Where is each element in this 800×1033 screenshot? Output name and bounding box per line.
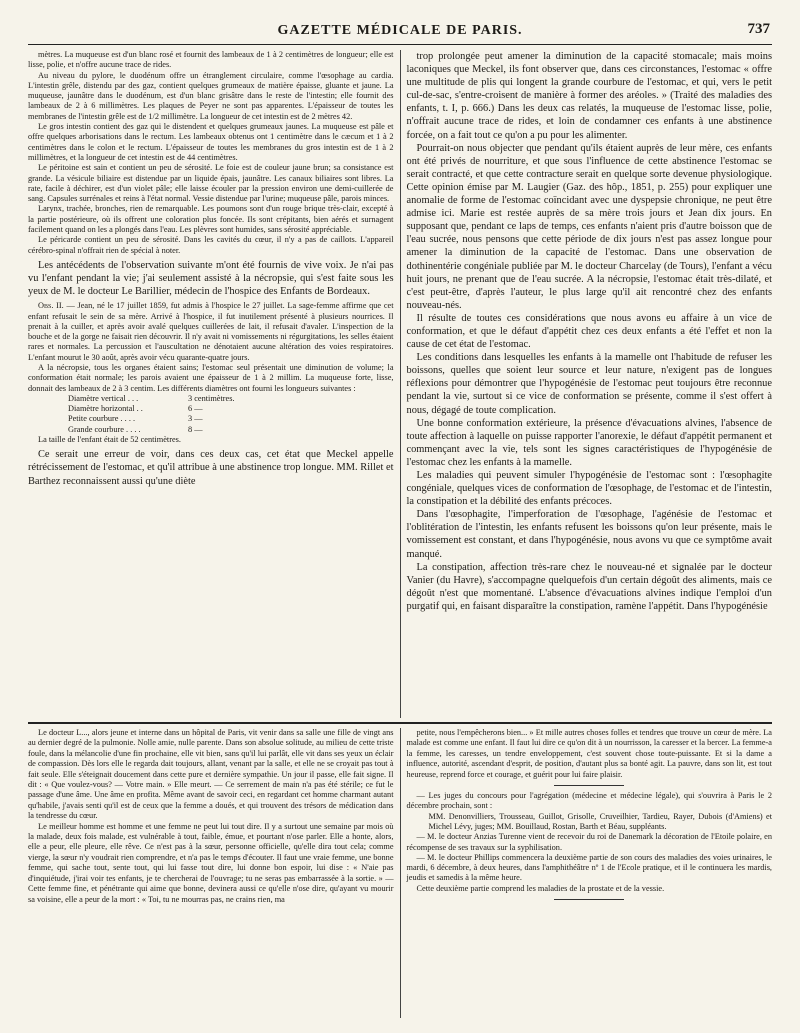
- measurement-label: Diamètre horizontal . .: [68, 404, 143, 414]
- news-item: — M. le docteur Phillips commencera la deuxième partie de son cours des maladies des voies urinaires, le mardi, 6 décembre, à deux heures, dans l'amphithéâtre nº 1 de l'Ecole pratique, et il le continuera les mardis, jeudis et samedis à la même heure.: [406, 852, 772, 883]
- end-divider: [554, 899, 624, 900]
- measurement-value: 6 —: [188, 404, 203, 414]
- measurement-label: Grande courbure . . . .: [68, 424, 141, 434]
- page-number: 737: [747, 21, 770, 37]
- measurement-value: 3 —: [188, 414, 203, 424]
- paragraph: Larynx, trachée, bronches, rien de remarquable. Les poumons sont d'un rouge brique très-clair, excepté à la partie postérieure, où ils offrent une coloration plus foncée. Ils sont crépitants, bien aérés et surnagent facilement quand on les a plongés dans l'eau. Les plèvres sont humides, sans sérosité appréciable.: [28, 204, 394, 235]
- measurement-row: [28, 414, 394, 424]
- left-column: [28, 50, 401, 718]
- paragraph: La constipation, affection très-rare chez le nouveau-né et signalée par le docteur Vanier (du Havre), s'accompagne quelquefois d'un certain dégoût des aliments, mais ce dégoût n'est que momentané. L'absence d'évacuations alvines indique l'emploi d'un purgatif qui, en faisant disparaître la constipation, ramène l'appétit. Dans l'hypogénésie: [406, 561, 772, 612]
- size-paragraph: La taille de l'enfant était de 52 centimètres.: [38, 435, 181, 445]
- news-item: — Les juges du concours pour l'agrégation (médecine et médecine légale), qui s'ouvrira à Paris le 2 décembre prochain, sont :: [406, 791, 772, 811]
- main-article: [28, 50, 772, 718]
- paragraph: Le gros intestin contient des gaz qui le distendent et quelques grumeaux jaunes. La muqueuse est pâle et offre quelques arborisations dans le rectum. Les lambeaux obtenus ont 1 centimètre dans le cæcum et 1 à 2 centimètres dans le colon et le rectum. L'épaisseur de toutes les membranes du gros intestin est de 1 à 2 millimètres, et la longueur de cet intestin est de 44 centimètres.: [28, 122, 394, 162]
- feuilleton-section: [28, 728, 772, 1018]
- feuilleton-divider: [28, 722, 772, 724]
- paragraph: Les maladies qui peuvent simuler l'hypogénésie de l'estomac sont : l'œsophagite congéniale, quelques vices de conformation de l'œsophage, de l'estomac et de l'intestin, la constipation et la débilité des enfants précoces.: [406, 470, 772, 508]
- measurement-row: [28, 394, 394, 404]
- page-header: [28, 16, 772, 45]
- paragraph: petite, nous l'empêcherons bien... » Et mille autres choses folles et tendres que trouve un cœur de mère. La malade est comme une enfant. Il faut lui dire ce qu'on dit à un nourrisson, la caresser et la bercer. La femme-a la femme, les caresses, un tendre enveloppement, c'est souvent chose toute-puissante. Et si la dame a influence, autorité, ascendant d'esprit, de position, d'autant plus sa bonté agit. La pauvre, dans son lit, est tout heureuse, reprend force et courage, et guérit pour lui faire plaisir.: [406, 728, 772, 779]
- newspaper-page: [28, 16, 772, 1021]
- measurement-value: 8 —: [188, 424, 203, 434]
- paragraph: Dans l'œsophagite, l'imperforation de l'œsophage, l'agénésie de l'estomac et l'oblitération de l'intestin, les enfants refusent les boissons qu'on leur présente, mais le vomissement est constant, et dans l'hypogénésie, nous avons vu que ce symptôme avait manqué.: [406, 509, 772, 560]
- paragraph: Le péritoine est sain et contient un peu de sérosité. Le foie est de couleur jaune brun; sa consistance est grande. La vésicule biliaire est distendue par un liquide épais, jaunâtre. Les canaux biliaires sont libres. La rate, facile à déchirer, est d'un violet pâle; elle laisse écouler par la pression environ une demi-cuillerée de sang. Capsules surrénales et reins à l'état normal. Vessie distendue par l'urine; muqueuse pâle, parois minces.: [28, 163, 394, 204]
- paragraph: Pourrait-on nous objecter que pendant qu'ils étaient auprès de leur mère, ces enfants ont été privés de nourriture, et que sous l'influence de cette abstinence l'estomac se serait contracté, et que cette contracture serait en quelque sorte devenue physiologique. Cette opinion émise par M. Laugier (Gaz. des hôp., 1851, p. 255) pour expliquer une anomalie de forme de l'estomac coïncidant avec une dyspepsie chronique, ne peut être admise ici. Marie est restée auprès de sa mère trois jours et Jean dix jours. En supposant que, pendant ce laps de temps, ces enfants n'aient pris d'autre boisson que de l'eau sucrée, nous pensons que cette période de dix jours n'est pas assez longue pour amener la diminution de la capacité de l'estomac. Dans une observation de dothinentérie congéniale publiée par M. le docteur Charcelay (de Tours), l'enfant a vécu huit jours, ne prenant que de l'eau sucrée. A la nécropsie, l'estomac était très-dilaté, et c'est peut-être, d'après l'auteur, le plus large qu'il ait rencontré chez des enfants nouveau-nés.: [406, 142, 772, 311]
- feuilleton-right-column: [401, 728, 773, 1018]
- paragraph: Les conditions dans lesquelles les enfants à la mamelle ont l'habitude de refuser les boissons, quelles que soient leur source et leur nature, n'exigent pas de longues réflexions pour démontrer que l'hypogénésie de l'estomac peut toujours être reconnue pendant la vie, surtout si ce vice de conformation se présente, comme il s'est offert à nous, dégagé de toute complication.: [406, 352, 772, 416]
- paragraph: Le meilleur homme est homme et une femme ne peut lui tout dire. Il y a surtout une semaine par mois où la malade, deux fois malade, est vulnérable à tout, faible, émue, et pourtant n'ose parler. Elle a honte, alors, elle a peur, elle pleure, elle rêve. Ce n'est pas à la sœur, personne officielle, qu'elle dira tout cela; comme vierge, la sœur n'y voudrait rien comprendre, et n'a pas le temps d'écouter. Il faut une vraie femme, une bonne femme, qui sache tout, sente tout, qui lui fasse tout dire, lui donne bon espoir, lui dise : « N'aie pas d'inquiétude, j'irai voir tes enfants, je te chercherai de l'ouvrage; tu ne seras pas embarrassée à la sortie. » — Cette femme fine, et pénétrante qui aime que bonne, devinera aussi ce qu'elle n'ose dire, qu'ayant vu mourir sa voisine, elle a peur de la mort : « Toi, tu ne mourras pas, ne crains rien, ma: [28, 821, 394, 904]
- measurement-row: [28, 425, 394, 435]
- paragraph: mètres. La muqueuse est d'un blanc rosé et fournit des lambeaux de 1 à 2 centimètres de longueur; elle est lisse, polie, et n'offre aucune trace de rides.: [28, 50, 394, 70]
- necropsy-paragraph: A la nécropsie, tous les organes étaient sains; l'estomac seul présentait une diminution de volume; la conformation était normale; les parois avaient une épaisseur de 1 à 2 millim. La muqueuse forte, lisse, donnait des lambeaux de 2 à 3 centim. Les différents diamètres ont fourni les longueurs suivantes :: [28, 363, 394, 393]
- measurement-row: [28, 404, 394, 414]
- observation-paragraph: [28, 301, 394, 363]
- measurement-value: 3 centimètres.: [188, 393, 235, 403]
- judges-list: MM. Denonvilliers, Trousseau, Guillot, Grisolle, Cruveilhier, Tardieu, Rayer, Dubois (d'Amiens) et Michel Lévy, juges; MM. Bouillaud, Rostan, Barth et Béau, suppléants.: [428, 811, 772, 831]
- news-item: — M. le docteur Anzias Turenne vient de recevoir du roi de Danemark la décoration de l'Etoile polaire, en récompense de ses travaux sur la syphilisation.: [406, 832, 772, 852]
- journal-title: GAZETTE MÉDICALE DE PARIS.: [277, 23, 523, 38]
- closing-paragraph: Ce serait une erreur de voir, dans ces deux cas, cet état que Meckel appelle rétrécissement de l'estomac, et qu'il attribue à une abstinence trop longue. MM. Rillet et Barthez reconnaissent aussi qu'une diète: [28, 449, 394, 487]
- observation-intro: Les antécédents de l'observation suivante m'ont été fournis de vive voix. Je n'ai pas vu l'enfant pendant la vie; j'ai seulement assisté à la nécropsie, qui s'est faite sous les yeux de M. le docteur Le Barillier, médecin de l'hospice des Enfants de Bordeaux.: [28, 259, 394, 298]
- section-divider: [554, 785, 624, 786]
- paragraph: Une bonne conformation extérieure, la présence d'évacuations alvines, l'absence de toute affection à laquelle on puisse rapporter l'anorexie, le défaut d'appétit permanent et commençant avec la vie, tels sont les signes caractéristiques de l'hypogénésie de l'estomac chez les enfants à la mamelle.: [406, 417, 772, 468]
- observation-label: Obs. II. —: [38, 301, 75, 311]
- observation-text: Jean, né le 17 juillet 1859, fut admis à l'hospice le 27 juillet. La sage-femme affirme que cet enfant refusait le sein de sa mère. Arrivé à l'hospice, il fut inutilement présenté à plusieurs nourrices. Il prenait à la cuiller, et après avoir avalé quelques cuillerées de lait, il refusait d'avaler. L'inspection de la bouche et de la gorge ne faisait rien découvrir. Il n'y avait ni vomissements ni régurgitations, les selles étaient rares et normales. La percussion et l'auscultation ne dénotaient aucune altération des voies respiratoires. L'enfant mourut le 30 août, après avoir vécu quarante-quatre jours.: [28, 301, 394, 362]
- paragraph: Le docteur L..., alors jeune et interne dans un hôpital de Paris, vit venir dans sa salle une fille de vingt ans au dernier degré de la pulmonie. Nolle amie, nulle parente. Dans son absolue solitude, au milieu de cette triste foule, dans la mélancolie d'une fin prochaine, elle vit bien, sans qu'il lui parlât, elle vit dans ses yeux un éclair de compassion. Dès lors elle le regarda dait toujours, allant, venant par la salle, et elle ne se croyait pas tout à fait seule. Elle s'éteignait doucement dans cette pure et dernière sympathie. Un jour il passe, elle fait signe. Il dit : « Que voulez-vous? — Votre main. » Elle meurt. — Ce serrement de main n'a pas été stérile; ce fut le passage d'une âme. Une âme en profita. Même avant de savoir ceci, en regardant cet homme charmant autant qu'habile, j'avais senti qu'il est de ceux que la femme a doués, et qui trouvent des trésors de médication dans la tendresse du cœur.: [28, 728, 394, 821]
- measurement-label: Diamètre vertical . . .: [68, 393, 139, 403]
- paragraph: Il résulte de toutes ces considérations que nous avons eu affaire à un vice de conformation, et que le défaut d'appétit chez ces deux enfants a été l'effet et non la cause de cet état de l'estomac.: [406, 312, 772, 351]
- paragraph: trop prolongée peut amener la diminution de la capacité stomacale; mais moins laconiques que Meckel, ils font observer que, dans ces circonstances, l'estomac « offre une multitude de plis qui longent la grande courbure de l'estomac, et qui, vers le petit cul-de-sac, s'entre-croisent de manière à former des aréoles. » (Traité des maladies des enfants, t. I, p. 666.) Dans les deux cas relatés, la muqueuse de l'estomac lisse, polie, n'offrait aucune trace de rides, et loin de condamner ces enfants à une abstinence forcée, on a fait tout ce qu'on a pu pour les alimenter.: [406, 51, 772, 141]
- feuilleton-left-column: [28, 728, 401, 1018]
- right-column: [401, 50, 773, 718]
- measurement-label: Petite courbure . . . .: [68, 414, 136, 424]
- paragraph: Le péricarde contient un peu de sérosité. Dans les cavités du cœur, il n'y a pas de caillots. L'appareil cérébro-spinal n'offrait rien de spécial à noter.: [28, 235, 394, 255]
- paragraph: Au niveau du pylore, le duodénum offre un étranglement circulaire, comme l'œsophage au cardia. L'intestin grêle, distendu par des gaz, contient quelques grumeaux de matière épaisse, gluante et jaune. La muqueuse, jaunâtre dans le duodénum, est d'un blanc grisâtre dans le reste de l'intestin; elle fournit des lambeaux de 2 à 6 millimètres. Les plaques de Peyer ne sont pas apparentes. L'épaisseur de toutes les membranes de l'intestin grêle est de 1/2 millimètre. La longueur de cet intestin est de 2 mètres 42.: [28, 70, 394, 121]
- news-item: Cette deuxième partie comprend les maladies de la prostate et de la vessie.: [416, 883, 665, 893]
